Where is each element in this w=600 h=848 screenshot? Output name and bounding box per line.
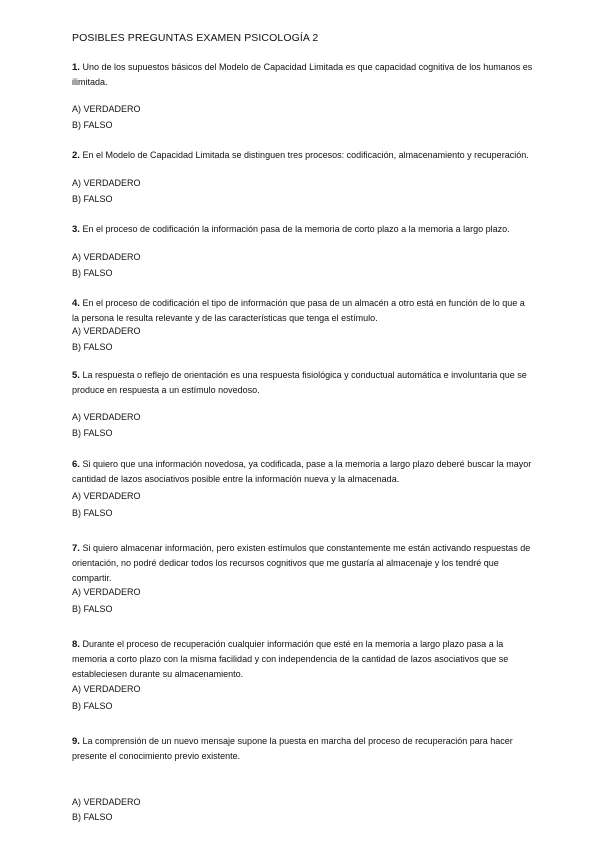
question-text: Durante el proceso de recuperación cualquier información que esté en la memoria a largo plazo pasa a la memoria a corto plazo con la misma facilidad y con independencia de la cantidad de lazos asociativos que se estableciesen durante su almacenamiento. — [72, 639, 509, 679]
option-a: A) VERDADERO — [72, 412, 141, 422]
question-text: La comprensión de un nuevo mensaje supone la puesta en marcha del proceso de recuperación para hacer presente el conocimiento previo existente. — [72, 736, 513, 761]
question-number: 3. — [72, 224, 80, 235]
option-a: A) VERDADERO — [72, 587, 141, 597]
question-text: En el proceso de codificación la información pasa de la memoria de corto plazo a la memoria a largo plazo. — [82, 224, 510, 234]
option-a: A) VERDADERO — [72, 684, 141, 694]
question-5 — [72, 368, 534, 398]
question-8 — [72, 637, 534, 682]
option-b: B) FALSO — [72, 268, 113, 278]
option-b: B) FALSO — [72, 604, 113, 614]
page-title: POSIBLES PREGUNTAS EXAMEN PSICOLOGÍA 2 — [72, 32, 319, 44]
option-b: B) FALSO — [72, 508, 113, 518]
question-text: La respuesta o reflejo de orientación es una respuesta fisiológica y conductual automática e involuntaria que se produce en respuesta a un estímulo novedoso. — [72, 370, 527, 395]
question-text: En el proceso de codificación el tipo de información que pasa de un almacén a otro está en función de lo que a la persona le resulta relevante y de las características que tenga el estímulo. — [72, 298, 525, 323]
question-number: 2. — [72, 150, 80, 161]
question-6 — [72, 457, 534, 487]
question-text: En el Modelo de Capacidad Limitada se distinguen tres procesos: codificación, almacenamiento y recuperación. — [82, 150, 529, 160]
question-2 — [72, 148, 534, 163]
question-1 — [72, 60, 534, 90]
option-a: A) VERDADERO — [72, 491, 141, 501]
question-number: 5. — [72, 370, 80, 381]
question-number: 1. — [72, 62, 80, 73]
question-9 — [72, 734, 534, 764]
question-3 — [72, 222, 534, 237]
option-b: B) FALSO — [72, 194, 113, 204]
option-a: A) VERDADERO — [72, 797, 141, 807]
option-a: A) VERDADERO — [72, 104, 141, 114]
option-a: A) VERDADERO — [72, 178, 141, 188]
option-a: A) VERDADERO — [72, 252, 141, 262]
question-number: 9. — [72, 736, 80, 747]
option-b: B) FALSO — [72, 812, 113, 822]
question-text: Si quiero que una información novedosa, ya codificada, pase a la memoria a largo plazo deberé buscar la mayor cantidad de lazos asociativos posible entre la información nueva y la almacenada. — [72, 459, 532, 484]
question-number: 7. — [72, 543, 80, 554]
option-b: B) FALSO — [72, 120, 113, 130]
question-number: 6. — [72, 459, 80, 470]
option-b: B) FALSO — [72, 342, 113, 352]
question-number: 8. — [72, 639, 80, 650]
question-text: Si quiero almacenar información, pero existen estímulos que constantemente me están activando respuestas de orientación, no podré dedicar todos los recursos cognitivos que me gustaría al almacenaje y los tendré que compartir. — [72, 543, 531, 583]
option-a: A) VERDADERO — [72, 326, 141, 336]
question-text: Uno de los supuestos básicos del Modelo de Capacidad Limitada es que capacidad cognitiva de los humanos es ilimitada. — [72, 62, 533, 87]
question-7 — [72, 541, 534, 586]
option-b: B) FALSO — [72, 428, 113, 438]
question-4 — [72, 296, 534, 326]
question-number: 4. — [72, 298, 80, 309]
option-b: B) FALSO — [72, 701, 113, 711]
